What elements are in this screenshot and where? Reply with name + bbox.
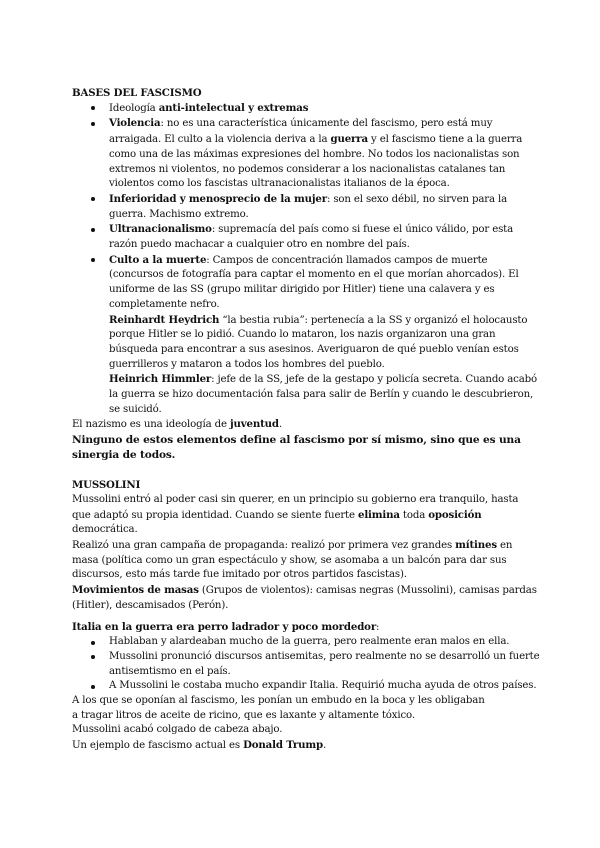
list-item: Hablaban y alardeaban mucho de la guerra, pero realmente eran malos en ella. bbox=[72, 635, 540, 650]
list-item: A Mussolini le costaba mucho expandir Italia. Requirió mucha ayuda de otros países. bbox=[72, 679, 540, 694]
list-item: Ultranacionalismo: supremacía del país como si fuese el único válido, por esta razón puedo machacar a cualquier otro en nombre del país. bbox=[72, 222, 540, 252]
section-heading-bases: BASES DEL FASCISMO bbox=[72, 87, 202, 99]
sinergia-statement: Ninguno de estos elementos define al fascismo por sí mismo, sino que es una sinergia de todos. bbox=[72, 434, 521, 462]
italia-list bbox=[72, 635, 540, 694]
list-item: Inferioridad y menosprecio de la mujer: son el sexo débil, no sirven para la guerra. Machismo extremo. bbox=[72, 192, 540, 222]
mussolini-death: Mussolini acabó colgado de cabeza abajo. bbox=[72, 724, 283, 736]
spacer bbox=[72, 463, 540, 478]
trump-paragraph: Un ejemplo de fascismo actual es Donald Trump. bbox=[72, 739, 327, 752]
italia-heading: Italia en la guerra era perro ladrador y poco mordedor: bbox=[72, 620, 380, 633]
ricino-line-1: A los que se oponían al fascismo, les ponían un embudo en la boca y les obligaban bbox=[72, 695, 485, 707]
himmler-paragraph: Heinrich Himmler: jefe de la SS, jefe de la gestapo y policía secreta. Cuando acabó la guerra se hizo documentación falsa para salir de Berlín y cuando le descubrieron, se suicidó. bbox=[109, 373, 538, 415]
list-item: Ideología anti-intelectual y extremas bbox=[72, 101, 540, 117]
heydrich-paragraph: Reinhardt Heydrich “la bestia rubia”: pertenecía a la SS y organizó el holocausto porque Hitler se lo pidió. Cuando lo mataron, los nazis organizaron una gran búsqueda para encontrar a sus asesinos. Averiguaron de qué pueblo venían estos guerrilleros y mataron a todos los hombres del pueblo. bbox=[109, 313, 528, 370]
youth-paragraph: El nazismo es una ideología de juventud. bbox=[72, 418, 282, 431]
ricino-line-2: a tragar litros de aceite de ricino, que es laxante y altamente tóxico. bbox=[72, 709, 415, 721]
list-item: Violencia: no es una característica únicamente del fascismo, pero está muy arraigada. El culto a la violencia deriva a la guerra y el fascismo tiene a la guerra como una de las máximas expresiones del hombre. No todos los nacionalistas son extremos ni violentos, no podemos considerar a los nacionalistas catalanes tan violentos como los fascistas ultranacionalistas italianos de la época. bbox=[72, 116, 540, 192]
list-item: Mussolini pronunció discursos antisemitas, pero realmente no se desarrolló un fuerte antisemtismo en el país. bbox=[72, 650, 540, 679]
bases-list bbox=[72, 101, 540, 313]
mussolini-paragraph-1: Mussolini entró al poder casi sin querer, en un principio su gobierno era tranquilo, hasta que adaptó su propia identidad. Cuando se siente fuerte elimina toda oposición democrática. bbox=[72, 493, 519, 536]
mussolini-paragraph-2: Realizó una gran campaña de propaganda: realizó por primera vez grandes mítines en masa (política como un gran espectáculo y show, se asomaba a un balcón para dar sus discursos, esto más tarde fue imitado por otros partidos fascistas). bbox=[72, 538, 513, 581]
section-heading-mussolini: MUSSOLINI bbox=[72, 479, 141, 492]
movimientos-paragraph: Movimientos de masas (Grupos de violentos): camisas negras (Mussolini), camisas pardas (Hitler), descamisados (Perón). bbox=[72, 584, 537, 611]
list-item: Culto a la muerte: Campos de concentración llamados campos de muerte (concursos de fotografía para captar el momento en el que morían ahorcados). El uniforme de las SS (grupo militar dirigido por Hitler) tiene una calavera y es completamente nefro. bbox=[72, 253, 540, 313]
